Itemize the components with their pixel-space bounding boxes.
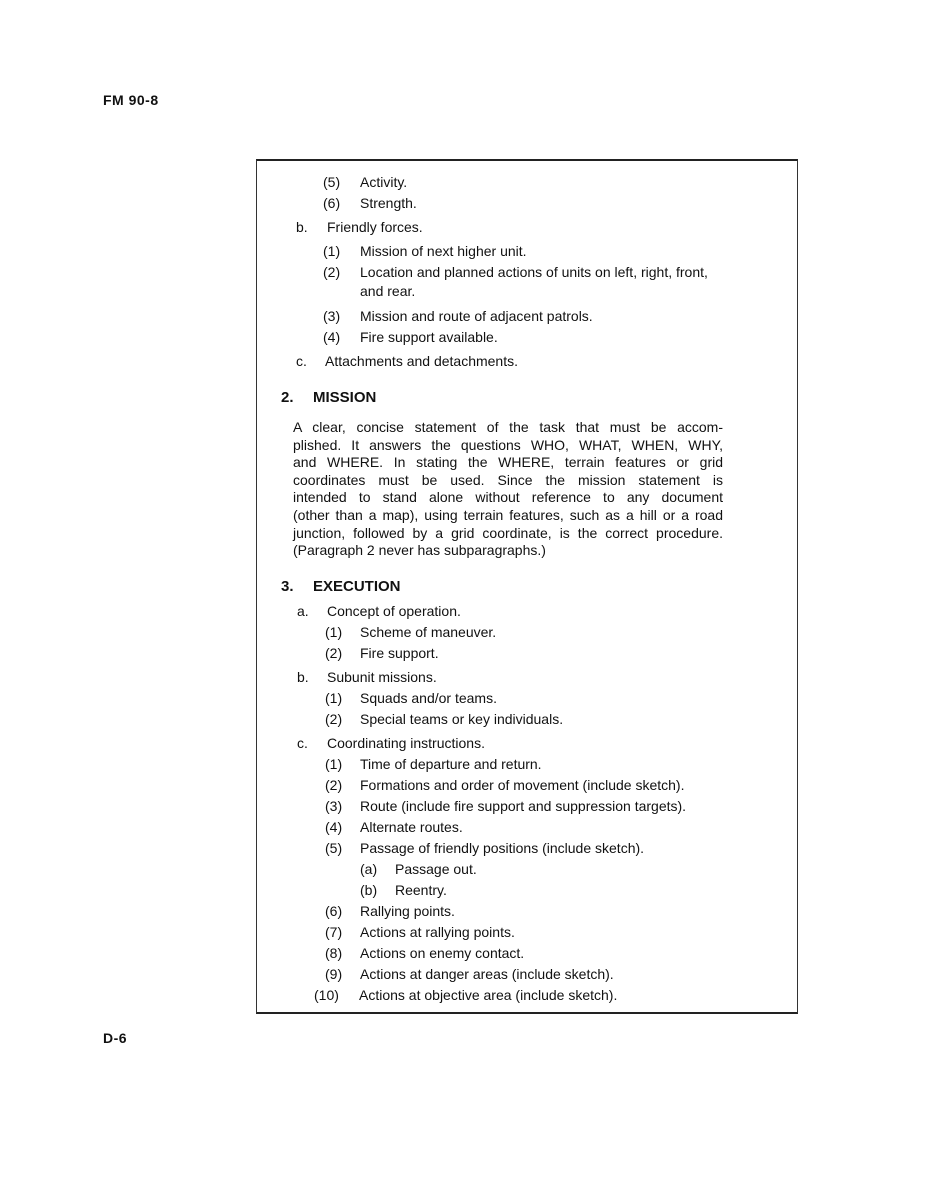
list-item: Formations and order of movement (include sketch). — [360, 777, 685, 793]
item-number: (2) — [325, 777, 343, 793]
item-number: (1) — [323, 243, 341, 259]
list-item: Attachments and detachments. — [325, 353, 518, 369]
paragraph-line: (Paragraph 2 never has subparagraphs.) — [293, 542, 546, 559]
item-number: (1) — [325, 756, 343, 772]
list-item: Actions at rallying points. — [360, 924, 515, 940]
item-number: (9) — [325, 966, 343, 982]
paragraph-line: junction, followed by a grid coordinate, is the correct procedure. — [293, 524, 723, 541]
list-item: Actions on enemy contact. — [360, 945, 525, 961]
item-number: (2) — [323, 264, 341, 280]
paragraph-line: and WHERE. In stating the WHERE, terrain features or grid — [293, 454, 723, 471]
section-number: 2. — [281, 389, 294, 406]
list-item: Mission of next higher unit. — [360, 243, 527, 259]
list-item: Passage out. — [395, 861, 477, 877]
list-item: Activity. — [360, 174, 408, 190]
section-title-execution: EXECUTION — [313, 578, 401, 595]
list-item: Location and planned actions of units on left, right, front, — [360, 264, 708, 280]
item-number: (5) — [323, 174, 341, 190]
item-number: (1) — [325, 690, 343, 706]
paragraph-line: coordinates must be used. Since the mission statement is — [293, 471, 723, 488]
list-item: Fire support. — [360, 645, 439, 661]
section-number: 3. — [281, 578, 294, 595]
paragraph-line: intended to stand alone without reference to any document — [293, 489, 723, 506]
list-item: Scheme of maneuver. — [360, 624, 497, 640]
item-number: (3) — [325, 798, 343, 814]
list-item: Concept of operation. — [327, 603, 461, 619]
list-item: Actions at objective area (include sketch). — [359, 987, 618, 1003]
list-item: Subunit missions. — [327, 669, 437, 685]
item-number: (3) — [323, 308, 341, 324]
list-item: Actions at danger areas (include sketch). — [360, 966, 614, 982]
item-letter: a. — [297, 603, 309, 619]
list-item: Mission and route of adjacent patrols. — [360, 308, 593, 324]
list-item: Strength. — [360, 195, 417, 211]
list-item: Time of departure and return. — [360, 756, 542, 772]
paragraph-line: plished. It answers the questions WHO, WHAT, WHEN, WHY, — [293, 436, 723, 453]
mission-paragraph — [293, 419, 723, 560]
list-item: Rallying points. — [360, 903, 455, 919]
item-subletter: (b) — [360, 882, 378, 898]
section-title-mission: MISSION — [313, 389, 377, 406]
list-item: Squads and/or teams. — [360, 690, 497, 706]
page-header: FM 90-8 — [103, 92, 159, 108]
item-number: (2) — [325, 645, 343, 661]
item-letter: b. — [296, 219, 308, 235]
item-number: (4) — [325, 819, 343, 835]
list-item: Special teams or key individuals. — [360, 711, 564, 727]
item-subletter: (a) — [360, 861, 378, 877]
item-letter: c. — [297, 735, 308, 751]
list-item: Route (include fire support and suppression targets). — [360, 798, 687, 814]
list-item-continuation: and rear. — [360, 283, 416, 299]
list-item: Passage of friendly positions (include sketch). — [360, 840, 645, 856]
item-number: (8) — [325, 945, 343, 961]
item-number: (7) — [325, 924, 343, 940]
item-number: (1) — [325, 624, 343, 640]
list-item: Reentry. — [395, 882, 447, 898]
paragraph-line: A clear, concise statement of the task that must be accom- — [293, 419, 723, 435]
list-item: Alternate routes. — [360, 819, 463, 835]
item-letter: c. — [296, 353, 307, 369]
list-item: Coordinating instructions. — [327, 735, 485, 751]
page-footer: D-6 — [103, 1030, 128, 1046]
list-item: Fire support available. — [360, 329, 498, 345]
item-number: (5) — [325, 840, 343, 856]
item-letter: b. — [297, 669, 309, 685]
item-number: (10) — [314, 987, 339, 1003]
item-number: (6) — [323, 195, 341, 211]
list-item: Friendly forces. — [327, 219, 423, 235]
paragraph-line: (other than a map), using terrain features, such as a hill or a road — [293, 506, 723, 523]
item-number: (2) — [325, 711, 343, 727]
item-number: (6) — [325, 903, 343, 919]
item-number: (4) — [323, 329, 341, 345]
